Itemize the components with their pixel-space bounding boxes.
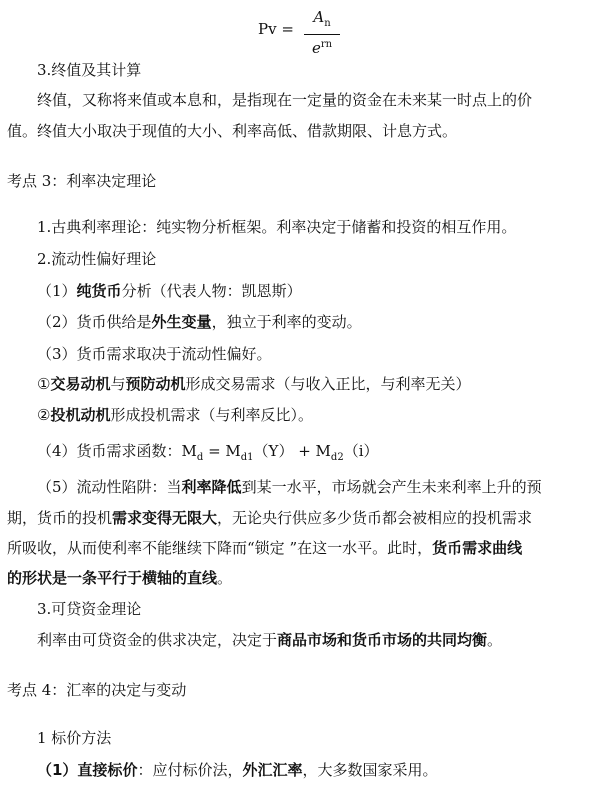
subscript-text: d2 <box>330 452 344 463</box>
text-segment: ，无论央行供应多少货币都会被相应的投机需求 <box>217 509 533 527</box>
text-segment: 值。终值大小取决于现值的大小、利率高低、借款期限、计息方式。 <box>7 122 458 140</box>
text-segment: （1） <box>37 282 77 300</box>
bold-text: 外生变量 <box>151 313 212 331</box>
text-segment: 。 <box>487 631 503 649</box>
text-segment: 所吸收，从而使利率不能继续下降而“锁定 ”在这一水平。此时， <box>7 539 433 557</box>
text-segment: 终值，又称将来值或本息和，是指现在一定量的资金在未来某一时点上的价 <box>37 91 533 109</box>
bold-text: 利率降低 <box>181 478 242 496</box>
list-item <box>37 344 272 364</box>
bold-text: （1）直接标价 <box>37 761 138 779</box>
text-segment: 2.流动性偏好理论 <box>37 250 157 268</box>
text-segment: 1 标价方法 <box>37 729 112 747</box>
text-segment: 3.可贷资金理论 <box>37 600 142 618</box>
text-segment: 考点 3：利率决定理论 <box>7 172 157 190</box>
text-segment: 与 <box>110 375 126 393</box>
text-segment: 利率由可贷资金的供求决定，决定于 <box>37 631 278 649</box>
bold-text: 商品市场和货币市场的共同均衡 <box>277 631 488 649</box>
list-subitem <box>37 405 313 425</box>
formula-numerator: $A_n$ <box>313 8 331 29</box>
formula-denominator: $e^{rn}$ <box>311 39 333 57</box>
text-segment: 分析（代表人物：凯恩斯） <box>121 282 302 300</box>
bold-text: 外汇汇率 <box>242 761 303 779</box>
text-segment: （5）流动性陷阱：当 <box>37 478 182 496</box>
bold-text: 货币需求曲线 <box>432 539 523 557</box>
paragraph-line <box>37 630 502 650</box>
text-segment: （3）货币需求取决于流动性偏好。 <box>37 345 272 363</box>
text-segment: （Y） + M <box>253 442 331 460</box>
bold-text: 投机动机 <box>50 406 111 424</box>
section-heading <box>37 728 111 748</box>
section-heading <box>37 599 141 619</box>
text-segment: 形成交易需求（与收入正比，与利率无关） <box>185 375 471 393</box>
paragraph-line <box>37 90 532 110</box>
paragraph-line <box>7 508 532 528</box>
paragraph-line <box>37 477 542 497</box>
money-demand-function <box>37 441 379 468</box>
text-segment: （4）货币需求函数：M <box>37 442 197 460</box>
text-segment: ：应付标价法， <box>137 761 243 779</box>
fraction-bar <box>304 34 340 35</box>
formula-lhs: Pv = <box>258 20 294 38</box>
text-segment: ，大多数国家采用。 <box>302 761 438 779</box>
subscript-text: d <box>196 452 204 463</box>
text-segment: 考点 4：汇率的决定与变动 <box>7 681 187 699</box>
bold-text: 交易动机 <box>50 375 111 393</box>
section-heading-future-value <box>37 60 141 80</box>
text-segment: 。 <box>217 569 233 587</box>
formula-fraction <box>302 8 342 57</box>
paragraph-line <box>37 217 516 237</box>
list-item <box>37 312 362 332</box>
list-subitem <box>37 374 471 394</box>
text-segment: 3.终值及其计算 <box>37 61 142 79</box>
text-segment: 到某一水平，市场就会产生未来利率上升的预 <box>241 478 542 496</box>
text-segment: 1.古典利率理论：纯实物分析框架。利率决定于储蓄和投资的相互作用。 <box>37 218 517 236</box>
bold-text: 预防动机 <box>125 375 186 393</box>
exam-point-heading <box>7 680 186 700</box>
text-segment: 期，货币的投机 <box>7 509 113 527</box>
exam-point-heading <box>7 171 156 191</box>
text-segment: = M <box>203 442 241 460</box>
section-heading <box>37 249 156 269</box>
paragraph-line <box>7 568 232 588</box>
text-segment: 形成投机需求（与利率反比）。 <box>110 406 313 424</box>
text-segment: （i） <box>343 442 379 460</box>
list-item <box>37 760 438 780</box>
text-segment: （2）货币供给是 <box>37 313 152 331</box>
bold-text: 纯货币 <box>76 282 122 300</box>
text-segment: ② <box>37 406 51 424</box>
list-item <box>37 281 302 301</box>
subscript-text: d1 <box>240 452 254 463</box>
paragraph-line <box>7 121 457 141</box>
text-segment: ① <box>37 375 51 393</box>
text-segment: ，独立于利率的变动。 <box>211 313 362 331</box>
bold-text: 的形状是一条平行于横轴的直线 <box>7 569 218 587</box>
bold-text: 需求变得无限大 <box>112 509 218 527</box>
paragraph-line <box>7 538 522 558</box>
